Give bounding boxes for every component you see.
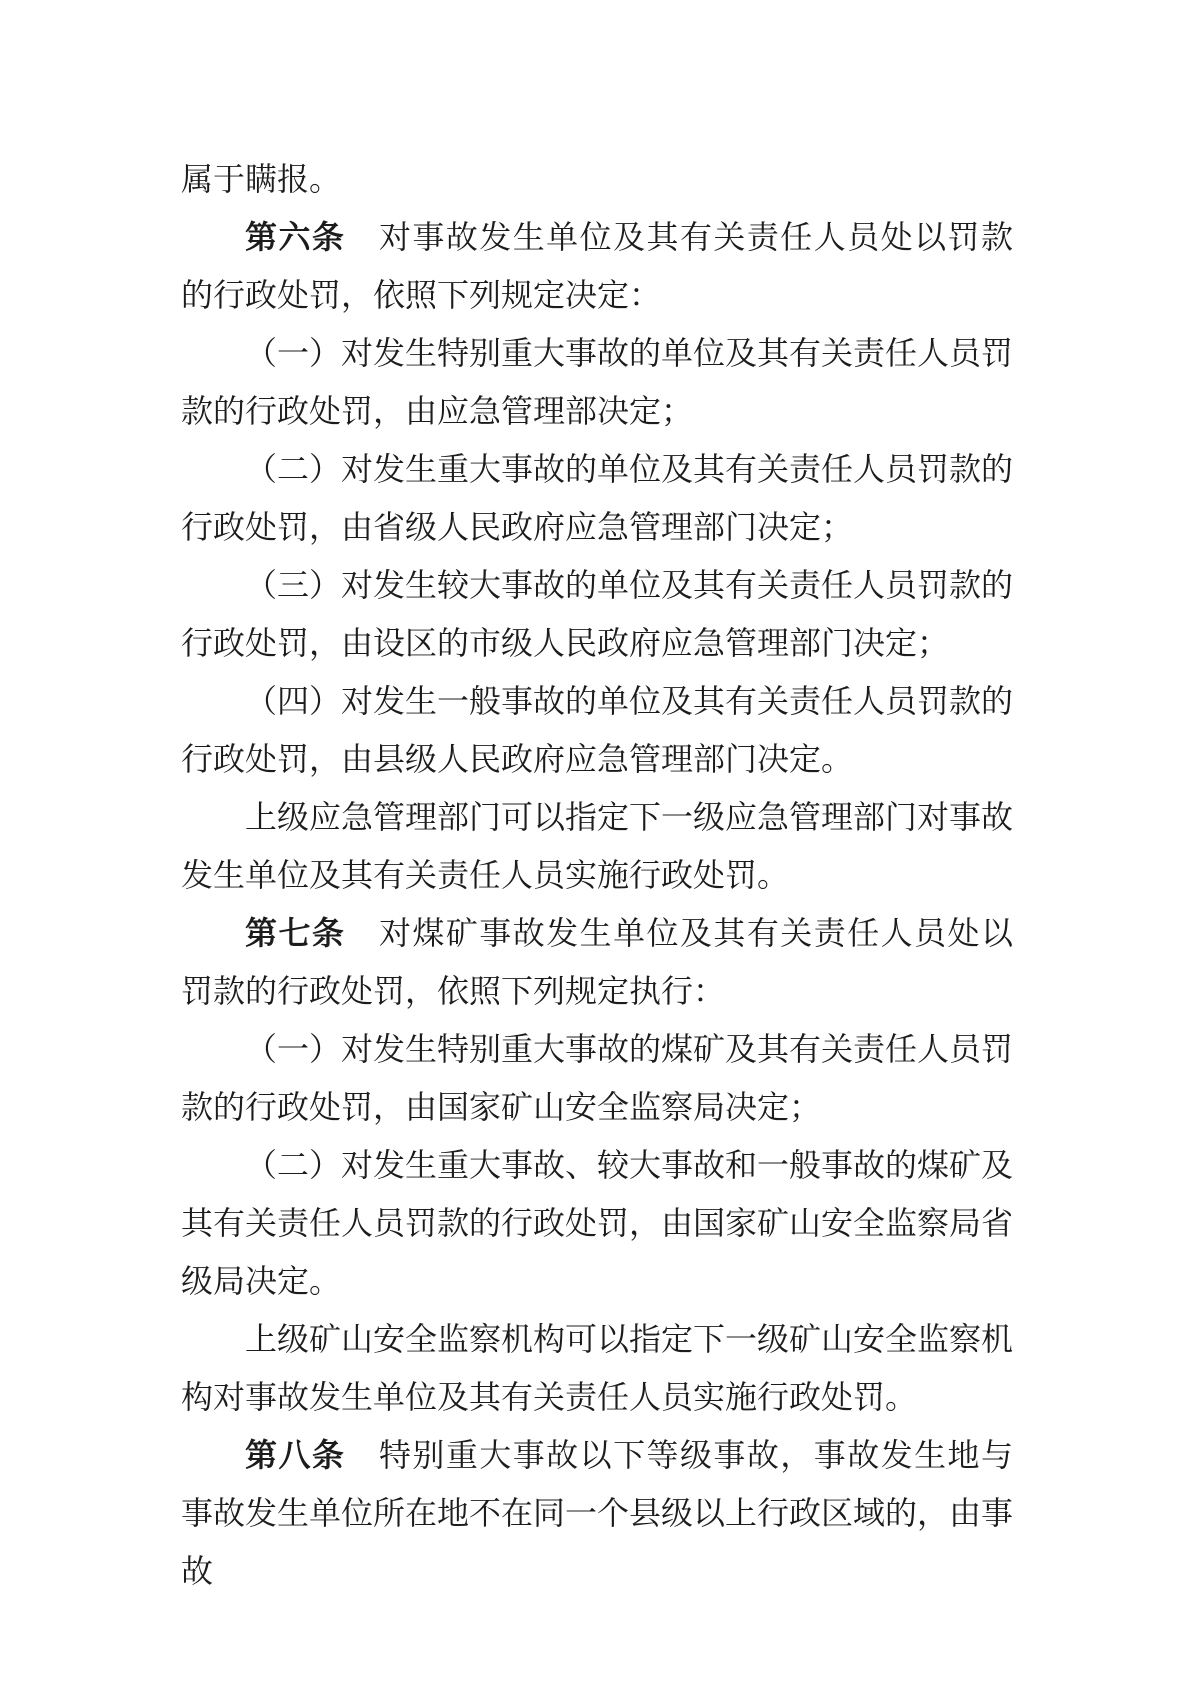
paragraph-text: 上级矿山安全监察机构可以指定下一级矿山安全监察机构对事故发生单位及其有关责任人员实施行政处罚。 [181, 1321, 1014, 1415]
article-6-item-1 [181, 324, 1013, 440]
article-7-item-2 [181, 1136, 1013, 1310]
article-7-paragraph [181, 904, 1013, 1020]
paragraph-text: 对煤矿事故发生单位及其有关责任人员处以罚款的行政处罚，依照下列规定执行： [181, 915, 1013, 1009]
article-7-number: 第七条 [245, 915, 346, 951]
article-6-number: 第六条 [245, 219, 346, 255]
article-7-closing-paragraph [181, 1310, 1013, 1426]
paragraph-text: （二）对发生重大事故的单位及其有关责任人员罚款的行政处罚，由省级人民政府应急管理部门决定； [181, 451, 1014, 545]
paragraph-text: 上级应急管理部门可以指定下一级应急管理部门对事故发生单位及其有关责任人员实施行政处罚。 [181, 799, 1014, 893]
paragraph-text: 属于瞒报。 [181, 161, 342, 197]
article-6-paragraph [181, 208, 1013, 324]
paragraph-text: （三）对发生较大事故的单位及其有关责任人员罚款的行政处罚，由设区的市级人民政府应急管理部门决定； [181, 567, 1014, 661]
document-body [181, 150, 1013, 1600]
article-6-item-2 [181, 440, 1013, 556]
paragraph-text: 对事故发生单位及其有关责任人员处以罚款的行政处罚，依照下列规定决定： [181, 219, 1013, 313]
paragraph-text: （四）对发生一般事故的单位及其有关责任人员罚款的行政处罚，由县级人民政府应急管理部门决定。 [181, 683, 1014, 777]
article-6-item-3 [181, 556, 1013, 672]
article-7-item-1 [181, 1020, 1013, 1136]
paragraph-text: （二）对发生重大事故、较大事故和一般事故的煤矿及其有关责任人员罚款的行政处罚，由国家矿山安全监察局省级局决定。 [181, 1147, 1014, 1299]
paragraph-text: （一）对发生特别重大事故的煤矿及其有关责任人员罚款的行政处罚，由国家矿山安全监察局决定； [181, 1031, 1014, 1125]
article-8-number: 第八条 [245, 1437, 346, 1473]
article-6-item-4 [181, 672, 1013, 788]
paragraph-continuation [181, 150, 1013, 208]
paragraph-text: 特别重大事故以下等级事故，事故发生地与事故发生单位所在地不在同一个县级以上行政区域的，由事故 [181, 1437, 1014, 1589]
paragraph-text: （一）对发生特别重大事故的单位及其有关责任人员罚款的行政处罚，由应急管理部决定； [181, 335, 1014, 429]
article-6-closing-paragraph [181, 788, 1013, 904]
article-8-paragraph [181, 1426, 1013, 1600]
